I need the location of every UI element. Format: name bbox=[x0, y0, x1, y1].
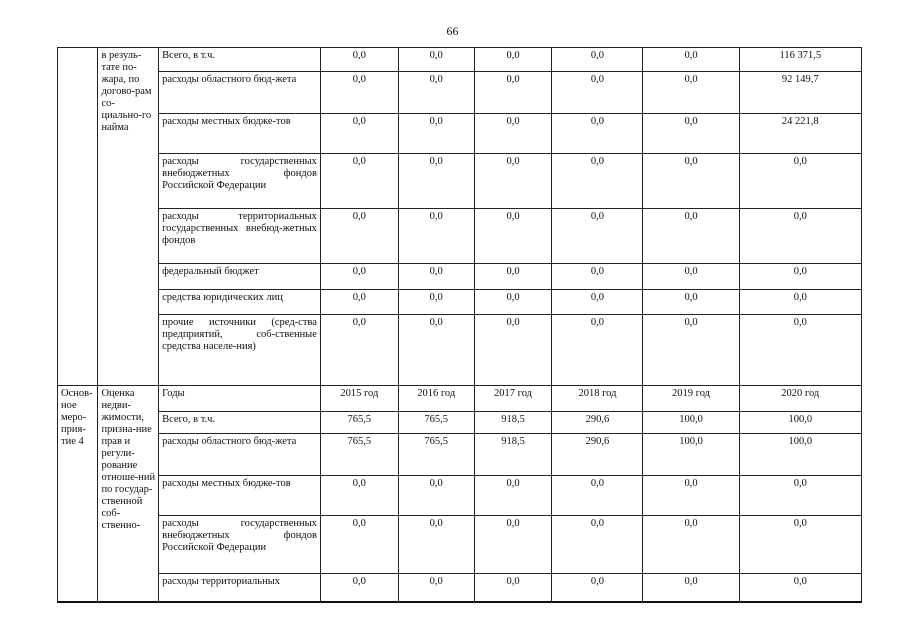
value-cell: 100,0 bbox=[739, 412, 861, 434]
value-cell: 918,5 bbox=[474, 434, 552, 476]
value-cell: 0,0 bbox=[320, 290, 398, 315]
value-cell: 0,0 bbox=[643, 516, 739, 574]
value-cell: 0,0 bbox=[398, 516, 474, 574]
table-row bbox=[58, 72, 862, 114]
table-row bbox=[58, 412, 862, 434]
value-cell: 0,0 bbox=[474, 315, 552, 386]
value-cell: 0,0 bbox=[398, 209, 474, 264]
value-cell: 918,5 bbox=[474, 412, 552, 434]
funding-source-cell: прочие источники (сред-ства предприятий, соб-ственные средства населе-ния) bbox=[159, 315, 321, 386]
value-cell: 0,0 bbox=[474, 476, 552, 516]
value-cell: 2019 год bbox=[643, 386, 739, 412]
value-cell: 765,5 bbox=[320, 412, 398, 434]
value-cell: 0,0 bbox=[552, 72, 643, 114]
value-cell: 0,0 bbox=[320, 209, 398, 264]
value-cell: 0,0 bbox=[398, 72, 474, 114]
table-row bbox=[58, 114, 862, 154]
empty-cell bbox=[58, 48, 98, 386]
value-cell: 0,0 bbox=[398, 114, 474, 154]
value-cell: 0,0 bbox=[552, 290, 643, 315]
value-cell: 0,0 bbox=[398, 48, 474, 72]
value-cell: 0,0 bbox=[474, 48, 552, 72]
value-cell: 0,0 bbox=[643, 209, 739, 264]
funding-source-cell: расходы территориальных bbox=[159, 574, 321, 602]
funding-source-cell: расходы территориальных государственных внебюд-жетных фондов bbox=[159, 209, 321, 264]
value-cell: 0,0 bbox=[320, 154, 398, 209]
value-cell: 0,0 bbox=[552, 154, 643, 209]
value-cell: 0,0 bbox=[474, 574, 552, 602]
funding-source-cell: расходы государственных внебюджетных фондов Российской Федерации bbox=[159, 154, 321, 209]
value-cell: 2015 год bbox=[320, 386, 398, 412]
value-cell: 0,0 bbox=[739, 264, 861, 290]
value-cell: 0,0 bbox=[320, 574, 398, 602]
table-row bbox=[58, 516, 862, 574]
funding-source-cell: расходы местных бюдже-тов bbox=[159, 114, 321, 154]
page-number: 66 bbox=[446, 24, 459, 38]
funding-source-cell: расходы местных бюдже-тов bbox=[159, 476, 321, 516]
table-row bbox=[58, 315, 862, 386]
funding-source-cell: Годы bbox=[159, 386, 321, 412]
value-cell: 0,0 bbox=[474, 154, 552, 209]
event-name-cell: Основ-ное меро-прия-тие 4 bbox=[58, 386, 98, 602]
funding-source-cell: расходы областного бюд-жета bbox=[159, 434, 321, 476]
table-row bbox=[58, 48, 862, 72]
table-row bbox=[58, 290, 862, 315]
value-cell: 0,0 bbox=[643, 574, 739, 602]
funding-source-cell: расходы государственных внебюджетных фондов Российской Федерации bbox=[159, 516, 321, 574]
value-cell: 0,0 bbox=[739, 209, 861, 264]
funding-source-cell: Всего, в т.ч. bbox=[159, 412, 321, 434]
value-cell: 0,0 bbox=[398, 476, 474, 516]
funding-source-cell: Всего, в т.ч. bbox=[159, 48, 321, 72]
value-cell: 0,0 bbox=[643, 114, 739, 154]
value-cell: 92 149,7 bbox=[739, 72, 861, 114]
value-cell: 0,0 bbox=[474, 72, 552, 114]
value-cell: 2020 год bbox=[739, 386, 861, 412]
value-cell: 0,0 bbox=[320, 114, 398, 154]
value-cell: 0,0 bbox=[474, 264, 552, 290]
funding-source-cell: расходы областного бюд-жета bbox=[159, 72, 321, 114]
value-cell: 0,0 bbox=[739, 315, 861, 386]
table-row bbox=[58, 154, 862, 209]
value-cell: 765,5 bbox=[398, 434, 474, 476]
value-cell: 0,0 bbox=[474, 516, 552, 574]
budget-table bbox=[57, 47, 862, 603]
value-cell: 0,0 bbox=[552, 315, 643, 386]
value-cell: 2016 год bbox=[398, 386, 474, 412]
value-cell: 0,0 bbox=[552, 114, 643, 154]
value-cell: 100,0 bbox=[643, 412, 739, 434]
value-cell: 116 371,5 bbox=[739, 48, 861, 72]
description-cell: Оценка недви-жимости, призна-ние прав и регули-рование отноше-ний по государ-ственной соб-ственно- bbox=[98, 386, 159, 602]
value-cell: 0,0 bbox=[739, 154, 861, 209]
value-cell: 290,6 bbox=[552, 412, 643, 434]
value-cell: 0,0 bbox=[552, 209, 643, 264]
funding-source-cell: средства юридических лиц bbox=[159, 290, 321, 315]
value-cell: 0,0 bbox=[552, 48, 643, 72]
value-cell: 0,0 bbox=[474, 114, 552, 154]
value-cell: 0,0 bbox=[398, 264, 474, 290]
value-cell: 0,0 bbox=[320, 48, 398, 72]
value-cell: 0,0 bbox=[643, 476, 739, 516]
value-cell: 0,0 bbox=[643, 154, 739, 209]
value-cell: 0,0 bbox=[643, 72, 739, 114]
table-row bbox=[58, 209, 862, 264]
value-cell: 0,0 bbox=[474, 209, 552, 264]
value-cell: 0,0 bbox=[398, 290, 474, 315]
value-cell: 0,0 bbox=[398, 315, 474, 386]
table-row bbox=[58, 574, 862, 602]
value-cell: 0,0 bbox=[398, 154, 474, 209]
value-cell: 0,0 bbox=[474, 290, 552, 315]
value-cell: 290,6 bbox=[552, 434, 643, 476]
value-cell: 0,0 bbox=[320, 315, 398, 386]
table-row bbox=[58, 476, 862, 516]
value-cell: 765,5 bbox=[320, 434, 398, 476]
funding-source-cell: федеральный бюджет bbox=[159, 264, 321, 290]
value-cell: 0,0 bbox=[552, 516, 643, 574]
table-row bbox=[58, 434, 862, 476]
value-cell: 0,0 bbox=[552, 264, 643, 290]
value-cell: 0,0 bbox=[398, 574, 474, 602]
table-row bbox=[58, 386, 862, 412]
value-cell: 2017 год bbox=[474, 386, 552, 412]
value-cell: 0,0 bbox=[552, 574, 643, 602]
description-cell: в резуль-тате по-жара, по догово-рам со-циально-го найма bbox=[98, 48, 159, 386]
value-cell: 0,0 bbox=[643, 48, 739, 72]
value-cell: 2018 год bbox=[552, 386, 643, 412]
value-cell: 0,0 bbox=[643, 290, 739, 315]
value-cell: 0,0 bbox=[739, 290, 861, 315]
value-cell: 0,0 bbox=[643, 264, 739, 290]
value-cell: 100,0 bbox=[643, 434, 739, 476]
value-cell: 0,0 bbox=[320, 476, 398, 516]
value-cell: 100,0 bbox=[739, 434, 861, 476]
value-cell: 0,0 bbox=[739, 574, 861, 602]
value-cell: 0,0 bbox=[552, 476, 643, 516]
value-cell: 0,0 bbox=[320, 72, 398, 114]
value-cell: 24 221,8 bbox=[739, 114, 861, 154]
value-cell: 0,0 bbox=[320, 264, 398, 290]
value-cell: 0,0 bbox=[739, 516, 861, 574]
value-cell: 765,5 bbox=[398, 412, 474, 434]
value-cell: 0,0 bbox=[643, 315, 739, 386]
value-cell: 0,0 bbox=[320, 516, 398, 574]
value-cell: 0,0 bbox=[739, 476, 861, 516]
table-row bbox=[58, 264, 862, 290]
